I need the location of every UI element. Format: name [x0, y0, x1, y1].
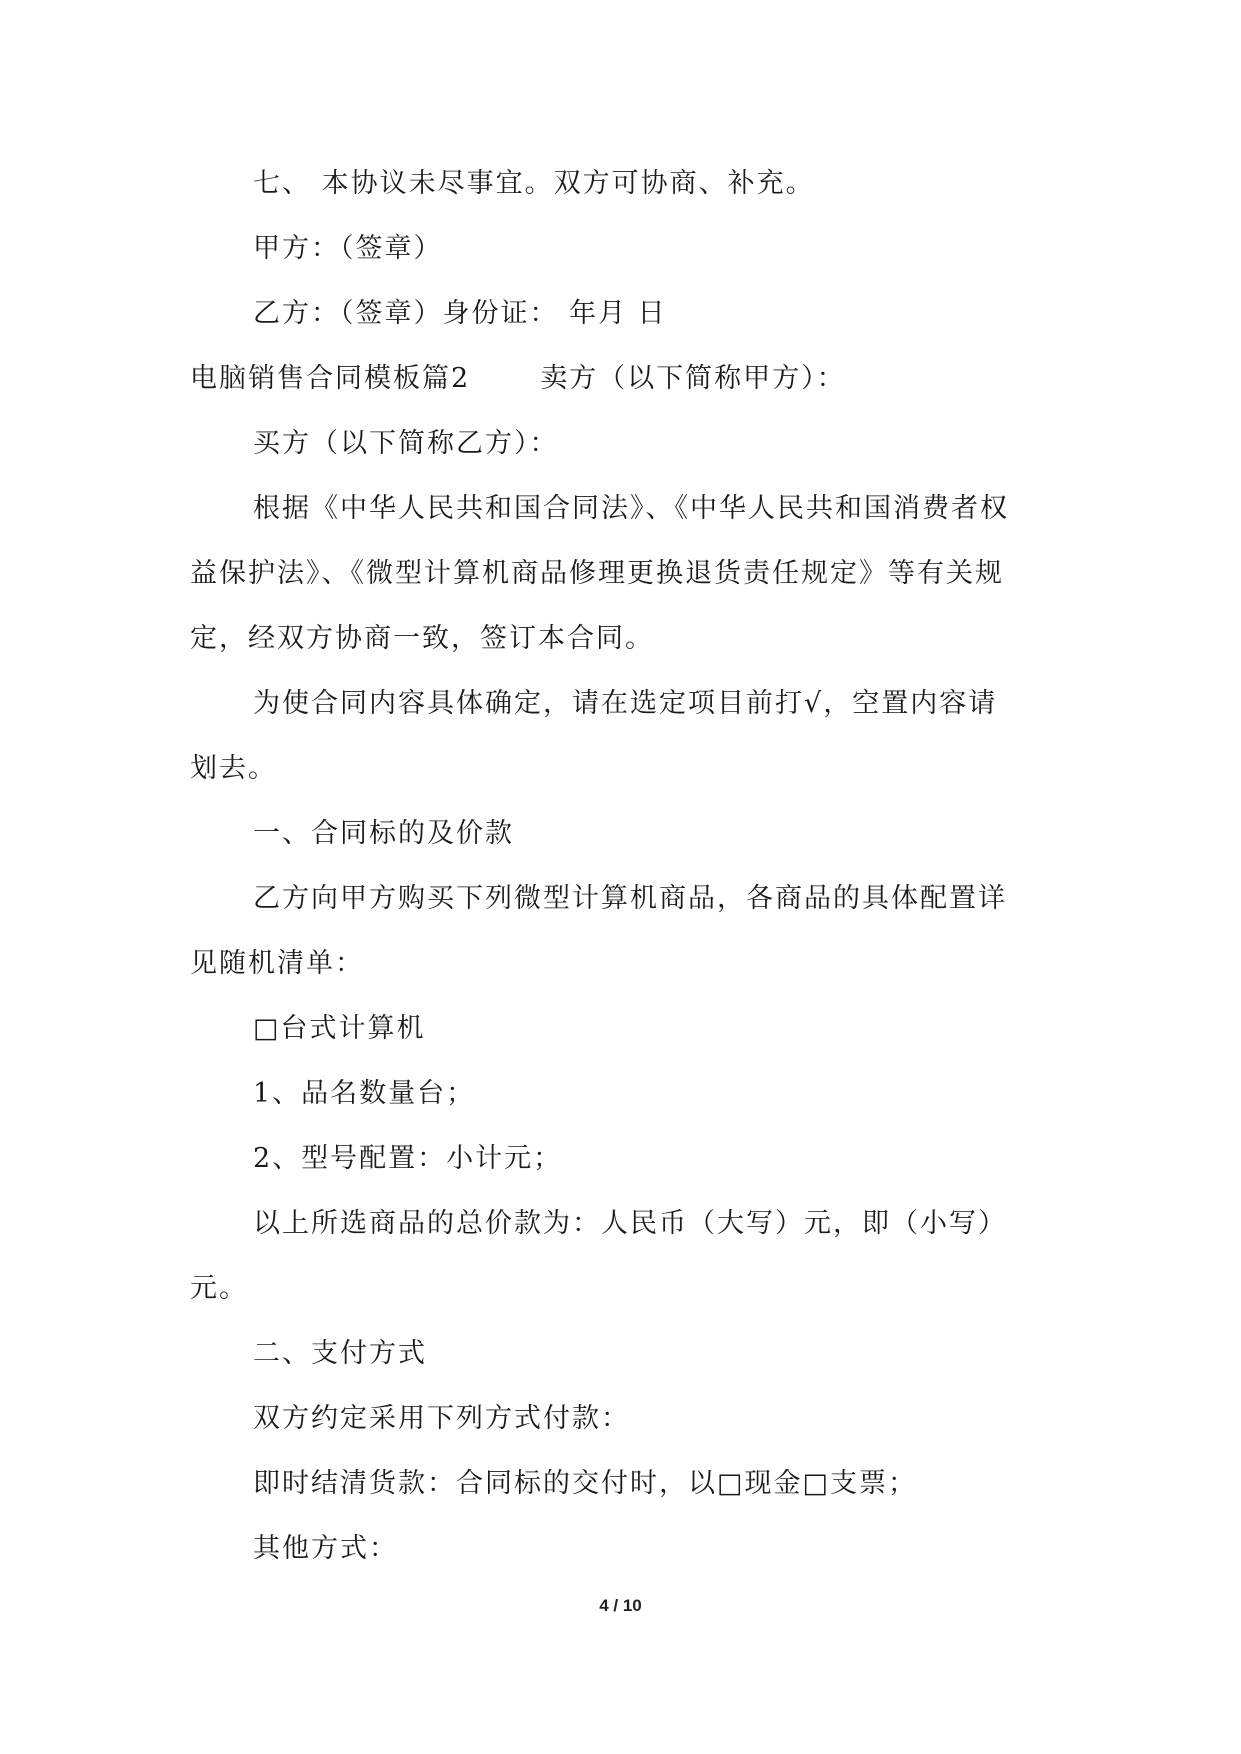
- heading-subject-price: 一、合同标的及价款: [253, 818, 514, 849]
- paragraph-instruction-line-2: 划去。: [190, 753, 277, 784]
- paragraph-purchase-line-1: 乙方向甲方购买下列微型计算机商品，各商品的具体配置详: [253, 883, 1007, 914]
- paragraph-basis-line-1: 根据《中华人民共和国合同法》、《中华人民共和国消费者权: [253, 493, 1009, 524]
- party-a-signature: 甲方：（签章）: [253, 233, 443, 264]
- total-price-line-1: 以上所选商品的总价款为：人民币（大写）元，即（小写）: [253, 1208, 1007, 1239]
- total-price-line-2: 元。: [190, 1273, 248, 1304]
- item-name-quantity: 1、品名数量台；: [253, 1078, 476, 1109]
- paragraph-instruction-line-1: 为使合同内容具体确定，请在选定项目前打√，空置内容请: [253, 688, 998, 719]
- clause-seven: 七、 本协议未尽事宜。双方可协商、补充。: [253, 168, 815, 199]
- paragraph-basis-line-3: 定，经双方协商一致，签订本合同。: [190, 623, 654, 654]
- heading-payment-method: 二、支付方式: [253, 1338, 427, 1369]
- section-heading-line: [190, 361, 846, 397]
- party-b-signature: 乙方：（签章）身份证： 年月 日: [253, 298, 667, 329]
- paragraph-basis-line-2: 益保护法》、《微型计算机商品修理更换退货责任规定》等有关规: [190, 558, 1004, 589]
- item-model-config: 2、型号配置：小计元；: [253, 1143, 563, 1174]
- seller-label: 卖方（以下简称甲方）：: [540, 363, 846, 394]
- payment-immediate: 即时结清货款：合同标的交付时，以□现金□支票；: [253, 1468, 918, 1499]
- template-title: 电脑销售合同模板篇2: [190, 363, 471, 394]
- buyer-label: 买方（以下简称乙方）：: [253, 428, 559, 459]
- page-number: 4 / 10: [599, 1596, 642, 1615]
- payment-other: 其他方式：: [253, 1533, 398, 1564]
- paragraph-purchase-line-2: 见随机清单：: [190, 948, 364, 979]
- payment-agreement: 双方约定采用下列方式付款：: [253, 1403, 630, 1434]
- desktop-computer-option: □台式计算机: [253, 1013, 426, 1044]
